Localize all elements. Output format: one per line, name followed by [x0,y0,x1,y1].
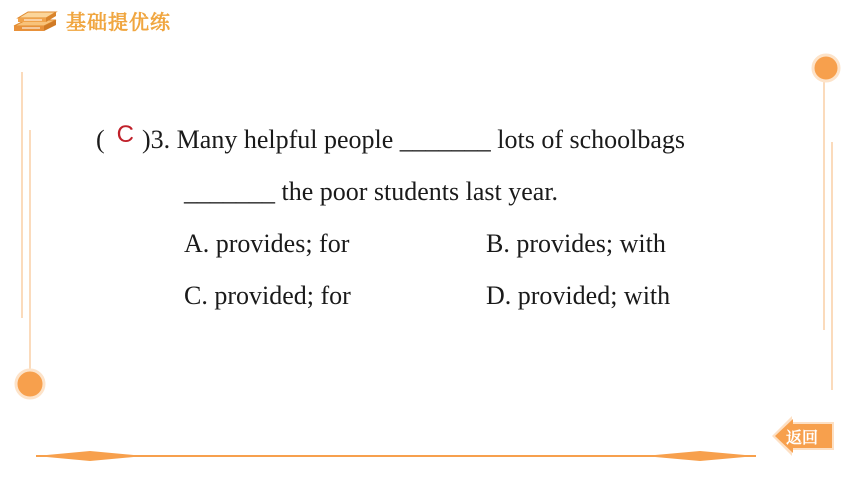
question-line-2 [96,166,788,218]
section-header [10,4,171,36]
question-block [96,114,788,322]
bottom-accent-right [644,451,756,461]
section-title: 基础提优练 [66,9,171,34]
answer-open-paren: ( [96,125,105,154]
frame-circle-bottom-left [16,370,44,398]
question-line-1 [96,114,788,166]
bottom-accent-left [36,451,144,461]
option-d: D. provided; with [486,281,671,310]
options-row-2 [96,270,788,322]
option-b: B. provides; with [486,229,666,258]
option-c: C. provided; for [184,281,351,310]
frame-circle-top-right [813,55,839,81]
return-button[interactable] [772,414,834,458]
return-label: 返回 [786,428,819,447]
option-a: A. provides; for [184,229,350,258]
question-stem-line-2: _______ the poor students last year. [184,177,559,206]
question-stem-line-1: )3. Many helpful people _______ lots of schoolbags [142,125,686,154]
answer-letter: C [116,121,135,148]
options-row-1 [96,218,788,270]
book-stack-icon [10,4,60,36]
